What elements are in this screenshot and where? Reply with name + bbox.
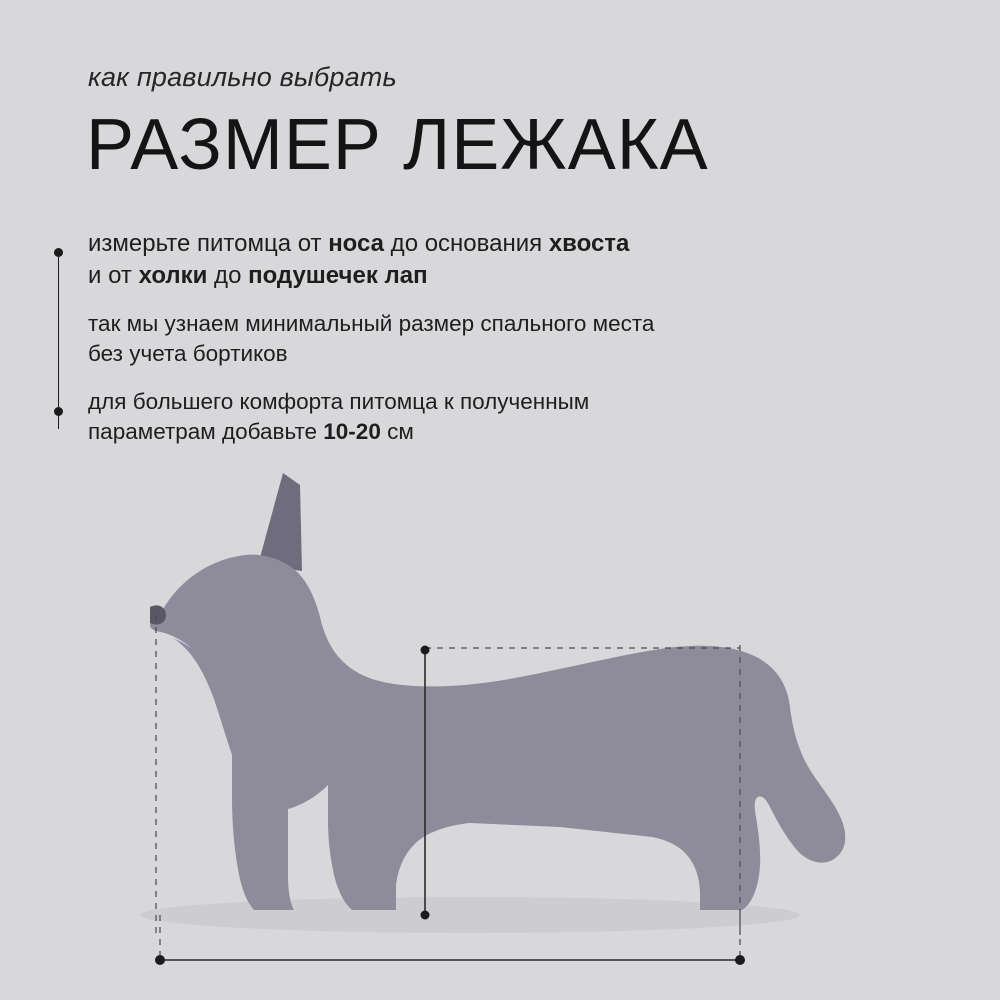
list-item (54, 309, 814, 369)
bullet-dot-icon (54, 407, 63, 416)
list-item (54, 228, 814, 291)
bullet-minimum-line1: так мы узнаем минимальный размер спального места (88, 311, 655, 337)
bullet-measure-tail: хвоста (548, 230, 630, 257)
bullet-comfort-line1: для большего комфорта питомца к полученным (88, 389, 590, 415)
bullet-minimum-line2: без учета бортиков (88, 341, 288, 367)
bullet-measure-nose: носа (328, 230, 385, 257)
dog-measurement-diagram (0, 455, 1000, 1000)
bullet-measure-line2-a: и от (88, 261, 139, 289)
bullet-comfort-value: 10-20 (323, 419, 381, 445)
bullet-measure-line1-b: до основания (384, 230, 549, 257)
list-item (54, 387, 814, 447)
height-measure-top-dot (421, 646, 430, 655)
bullet-measure-text (88, 228, 814, 291)
bullet-measure-line1-a: измерьте питомца от (88, 230, 329, 257)
kicker-text: как правильно выбрать (88, 62, 397, 92)
bullet-minimum-text (88, 309, 814, 369)
bullet-measure-withers: холки (138, 261, 208, 289)
page-title: РАЗМЕР ЛЕЖАКА (86, 105, 709, 185)
bullet-comfort-text (88, 387, 814, 447)
bullet-measure-line2-b: до (207, 261, 249, 289)
height-measure-bottom-dot (421, 911, 430, 920)
length-measure-left-dot (155, 955, 165, 965)
length-measure-right-dot (735, 955, 745, 965)
bullet-measure-paws: подушечек лап (248, 261, 428, 289)
bullet-dot-icon (54, 248, 63, 257)
dog-body-shape (150, 555, 845, 910)
bullet-comfort-line2: параметрам добавьте 10-20 см (88, 419, 414, 445)
bullet-list (54, 228, 814, 465)
